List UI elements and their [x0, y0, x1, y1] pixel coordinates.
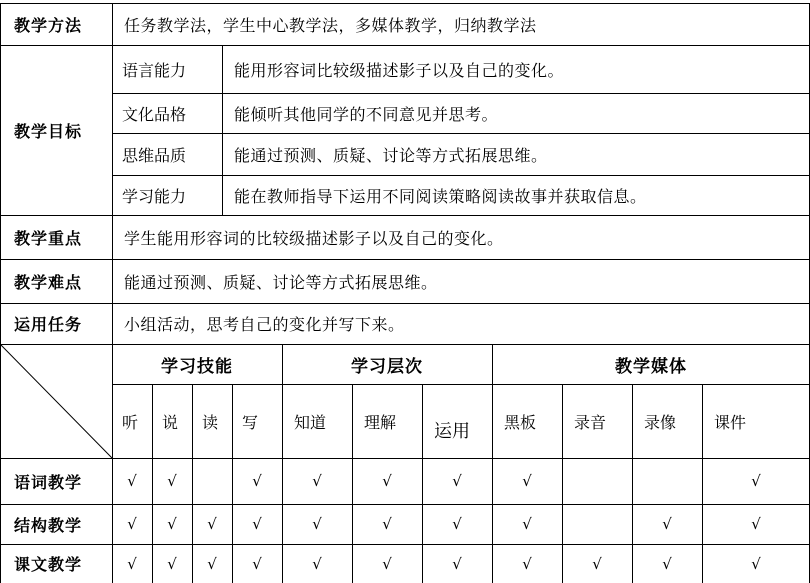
check-mark: √	[207, 515, 217, 533]
grid-line	[222, 45, 223, 215]
column-header: 知道	[294, 412, 327, 432]
objective-name: 思维品质	[122, 145, 187, 165]
objective-desc: 能倾听其他同学的不同意见并思考。	[234, 104, 499, 124]
column-header: 读	[202, 412, 219, 432]
column-header: 课件	[714, 412, 747, 432]
grid-line	[0, 45, 810, 46]
objective-name: 语言能力	[122, 60, 187, 80]
group-header: 教学媒体	[615, 356, 687, 377]
column-header: 说	[162, 412, 179, 432]
grid-line	[0, 458, 810, 459]
grid-line	[0, 544, 810, 545]
matrix-row-label: 课文教学	[14, 555, 83, 574]
objective-desc: 能用形容词比较级描述影子以及自己的变化。	[234, 60, 565, 80]
objective-name: 文化品格	[122, 104, 187, 124]
check-mark: √	[207, 554, 217, 573]
check-mark: √	[522, 554, 532, 573]
grid-line	[152, 384, 153, 583]
check-mark: √	[522, 472, 532, 490]
empty-cell	[192, 458, 232, 504]
check-mark: √	[127, 472, 137, 490]
task-label: 运用任务	[14, 315, 83, 334]
check-mark: √	[452, 554, 462, 573]
grid-line	[0, 259, 810, 260]
check-mark: √	[662, 515, 672, 533]
column-header: 录像	[644, 412, 677, 432]
grid-line	[422, 384, 423, 583]
check-mark: √	[252, 554, 262, 573]
difficulty-label: 教学难点	[14, 272, 83, 292]
empty-cell	[562, 504, 632, 544]
group-header: 学习技能	[161, 356, 233, 377]
check-mark: √	[167, 554, 177, 573]
method-value: 任务教学法，学生中心教学法，多媒体教学，归纳教学法	[124, 15, 537, 35]
check-mark: √	[751, 554, 761, 573]
matrix-row-label: 结构教学	[14, 515, 83, 535]
matrix-row-label: 语词教学	[14, 472, 83, 492]
grid-line	[492, 344, 493, 583]
grid-line	[0, 344, 810, 345]
check-mark: √	[127, 554, 137, 573]
check-mark: √	[167, 515, 177, 533]
check-mark: √	[252, 515, 262, 533]
diagonal-header-cell	[0, 344, 112, 458]
column-header: 黑板	[504, 412, 537, 432]
task-value: 小组活动，思考自己的变化并写下来。	[124, 315, 405, 334]
column-header: 录音	[574, 412, 607, 432]
check-mark: √	[312, 554, 322, 573]
grid-line	[0, 215, 810, 216]
empty-cell	[562, 458, 632, 504]
difficulty-value: 能通过预测、质疑、讨论等方式拓展思维。	[124, 272, 438, 292]
check-mark: √	[382, 472, 392, 490]
grid-line	[352, 384, 353, 583]
check-mark: √	[751, 472, 761, 490]
grid-line	[0, 303, 810, 304]
key-point-value: 学生能用形容词的比较级描述影子以及自己的变化。	[124, 228, 504, 248]
objective-desc: 能通过预测、质疑、讨论等方式拓展思维。	[234, 145, 548, 165]
grid-line	[0, 3, 1, 583]
check-mark: √	[522, 515, 532, 533]
column-header: 理解	[364, 412, 397, 432]
check-mark: √	[167, 472, 177, 490]
grid-line	[112, 133, 810, 134]
objectives-label: 教学目标	[14, 121, 83, 141]
grid-line	[0, 504, 810, 505]
grid-line	[0, 3, 810, 4]
check-mark: √	[751, 515, 761, 533]
key-point-label: 教学重点	[14, 228, 83, 248]
check-mark: √	[592, 554, 602, 573]
check-mark: √	[252, 472, 262, 490]
objective-name: 学习能力	[122, 186, 187, 206]
column-header: 运用	[434, 421, 470, 442]
grid-line	[112, 93, 810, 94]
check-mark: √	[312, 515, 322, 533]
empty-cell	[632, 458, 702, 504]
objective-desc: 能在教师指导下运用不同阅读策略阅读故事并获取信息。	[234, 186, 647, 206]
method-label: 教学方法	[14, 15, 83, 35]
check-mark: √	[452, 472, 462, 490]
grid-line	[112, 175, 810, 176]
grid-line	[112, 3, 113, 583]
grid-line	[232, 384, 233, 583]
check-mark: √	[452, 515, 462, 533]
column-header: 听	[122, 412, 139, 432]
check-mark: √	[312, 472, 322, 490]
check-mark: √	[127, 515, 137, 533]
column-header: 写	[242, 412, 259, 432]
grid-line	[282, 344, 283, 583]
grid-line	[562, 384, 563, 583]
grid-line	[112, 384, 810, 385]
check-mark: √	[662, 554, 672, 573]
group-header: 学习层次	[351, 356, 423, 377]
check-mark: √	[382, 515, 392, 533]
check-mark: √	[382, 554, 392, 573]
grid-line	[702, 384, 703, 583]
grid-line	[632, 384, 633, 583]
grid-line	[192, 384, 193, 583]
